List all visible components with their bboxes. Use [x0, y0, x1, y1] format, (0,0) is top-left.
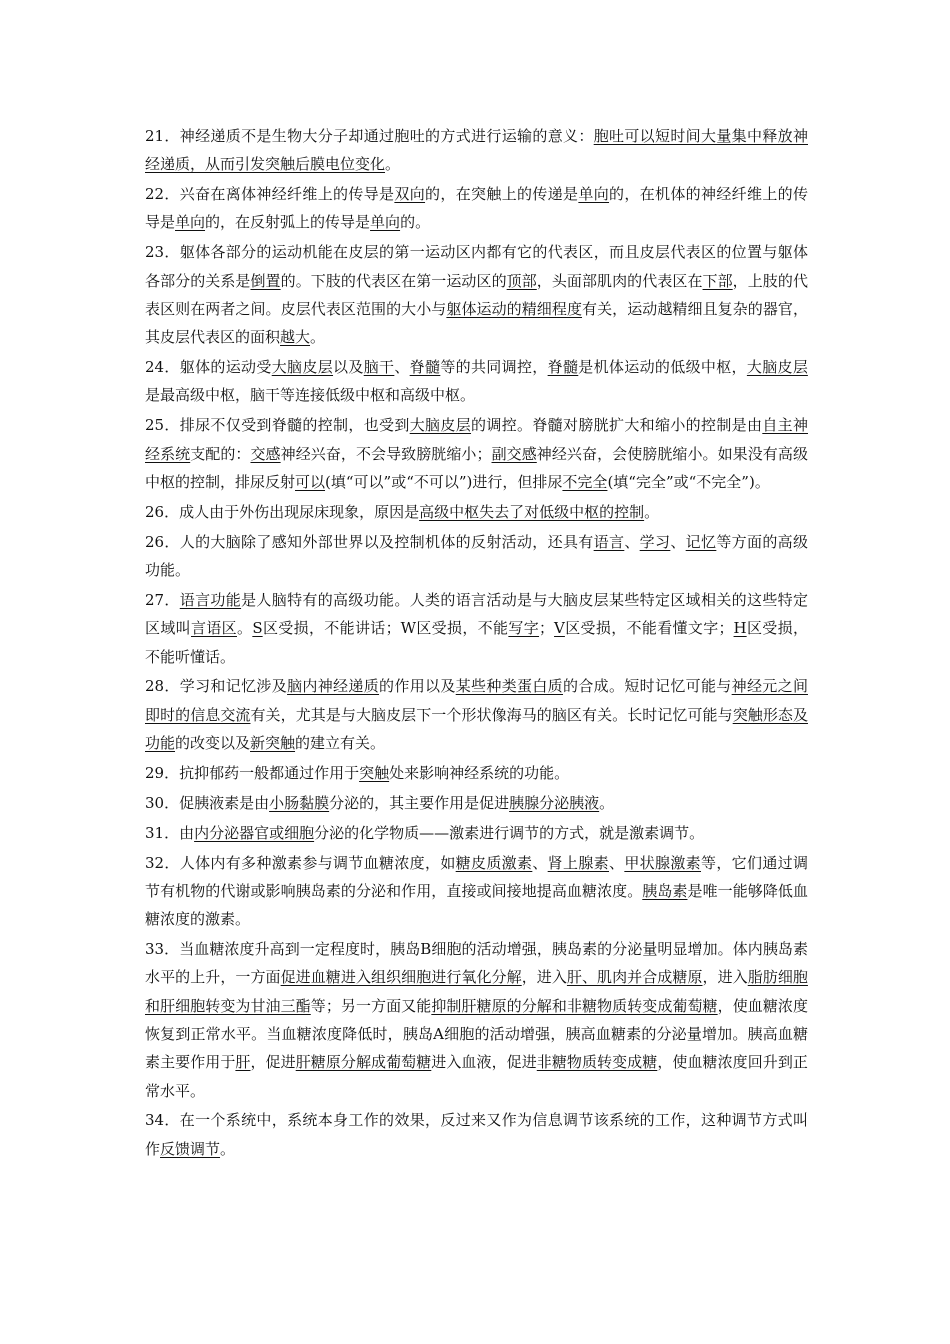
- paragraph-item: [145, 180, 808, 237]
- text-segment: 神经兴奋，会使膀胱缩小。如果没有高级中枢的控制，排尿反射: [145, 444, 808, 491]
- answer-blank: 糖皮质激素: [455, 853, 533, 872]
- text-segment: 的作用以及: [379, 677, 456, 696]
- answer-blank: 神经元之间即时的信息交流: [145, 677, 808, 724]
- answer-blank: 抑制肝糖原的分解和非糖物质转变成葡萄糖: [431, 996, 718, 1015]
- text-segment: 区受损，不能看懂文字；: [564, 619, 734, 638]
- text-segment: 31．由: [145, 823, 195, 842]
- text-segment: 22．兴奋在离体神经纤维上的传导是: [145, 185, 395, 204]
- text-segment: 26．成人由于外伤出现尿床现象，原因是: [145, 502, 420, 521]
- answer-blank: 单向: [175, 213, 206, 232]
- answer-blank: 脊髓: [547, 358, 579, 377]
- text-segment: 进入血液，促进: [431, 1053, 537, 1072]
- paragraph-item: [145, 528, 808, 585]
- answer-blank: 语言: [593, 532, 625, 551]
- text-segment: 的改变以及: [175, 733, 251, 752]
- answer-blank: 甲状腺激素: [624, 853, 701, 872]
- answer-blank: 写字: [508, 619, 540, 638]
- answer-blank: 高级中枢失去了对低级中枢的控制: [419, 502, 645, 521]
- answer-blank: 不完全: [562, 472, 608, 491]
- paragraph-item: [145, 586, 808, 671]
- text-segment: ，上肢的代表区则在两者之间。皮层代表区范围的大小与: [145, 271, 808, 318]
- text-segment: 等；另一方面又能: [310, 996, 432, 1015]
- text-segment: 的。下肢的代表区在第一运动区的: [280, 271, 507, 290]
- answer-blank: 单向: [370, 213, 401, 232]
- answer-blank: 脑干: [363, 358, 395, 377]
- answer-blank: 副交感: [491, 444, 537, 463]
- paragraph-item: [145, 122, 808, 179]
- text-segment: 、: [609, 853, 625, 872]
- text-segment: 的，在机体的神经纤维上的传导是: [145, 185, 808, 232]
- text-segment: 28．学习和记忆涉及: [145, 677, 288, 696]
- text-segment: 是人脑特有的高级功能。人类的语言活动是与大脑皮层某些特定区域相关的这些特定区域叫: [145, 590, 808, 638]
- paragraph-item: [145, 238, 808, 351]
- paragraph-item: [145, 672, 808, 757]
- paragraph-item: [145, 353, 808, 410]
- answer-blank: 新突触: [250, 733, 296, 752]
- text-segment: ；: [539, 619, 555, 638]
- text-segment: 等的共同调控，: [440, 358, 548, 377]
- text-segment: 32．人体内有多种激素参与调节血糖浓度，如: [145, 853, 456, 872]
- answer-blank: 记忆: [685, 532, 717, 551]
- answer-blank: 语言功能: [179, 590, 242, 609]
- answer-blank: 脂肪细胞和肝细胞转变为甘油三酯: [145, 968, 808, 1015]
- text-segment: 、: [394, 358, 410, 377]
- text-segment: 。: [385, 155, 401, 174]
- text-segment: 分泌的化学物质——激素进行调节的方式，就是激素调节。: [314, 823, 705, 842]
- text-segment: ，使血糖浓度回升到正常水平。: [145, 1053, 808, 1100]
- text-segment: 33．当血糖浓度升高到一定程度时，胰岛B细胞的活动增强，胰岛素的分泌量明显增加。体内胰岛素水平的上升，一方面: [145, 940, 808, 987]
- text-segment: 等，它们通过调节有机物的代谢或影响胰岛素的分泌和作用，直接或间接地提高血糖浓度。: [145, 853, 808, 900]
- answer-blank: 单向: [578, 185, 610, 204]
- answer-blank: 大脑皮层: [409, 416, 472, 435]
- answer-blank: 非糖物质转变成糖: [536, 1053, 658, 1072]
- text-segment: 支配的：: [190, 444, 251, 463]
- text-segment: ，进入: [702, 968, 748, 987]
- text-segment: 。: [237, 619, 253, 638]
- text-segment: 等方面的高级功能。: [145, 532, 808, 580]
- text-segment: 34．在一个系统中，系统本身工作的效果，反过来又作为信息调节该系统的工作，这种调节方式叫作: [145, 1111, 808, 1158]
- text-segment: 21．神经递质不是生物大分子却通过胞吐的方式进行运输的意义：: [145, 127, 594, 145]
- text-segment: 30．促胰液素是由: [145, 793, 270, 812]
- answer-blank: 反馈调节: [160, 1139, 221, 1158]
- paragraph-item: [145, 819, 808, 847]
- paragraph-item: [145, 498, 808, 526]
- paragraph-item: [145, 759, 808, 787]
- text-segment: 的建立有关。: [295, 733, 386, 752]
- text-segment: (填“可以”或“不可以”)进行，但排尿: [325, 472, 563, 491]
- answer-blank: 肝、肌肉并合成糖原: [566, 968, 703, 987]
- answer-blank: 胰岛素: [642, 881, 688, 900]
- text-segment: 的，在突触上的传递是: [425, 185, 579, 204]
- text-segment: 27．: [145, 590, 180, 609]
- text-segment: 处来影响神经系统的功能。: [389, 763, 570, 782]
- text-segment: 的，在反射弧上的传导是: [205, 213, 371, 232]
- answer-blank: 某些种类蛋白质: [455, 677, 564, 696]
- answer-blank: 越大: [280, 328, 311, 347]
- paragraph-item: [145, 935, 808, 1105]
- text-segment: 25．排尿不仅受到脊髓的控制，也受到: [145, 416, 410, 435]
- answer-blank: 小肠黏膜: [269, 793, 330, 812]
- text-segment: 区受损，不能讲话；W区受损，不能: [262, 619, 509, 638]
- answer-blank: V: [554, 619, 565, 638]
- answer-blank: 大脑皮层: [746, 358, 808, 377]
- answer-blank: 言语区: [191, 619, 237, 638]
- answer-blank: 胰腺分泌胰液: [509, 793, 600, 812]
- answer-blank: H: [733, 619, 747, 638]
- text-segment: 是机体运动的低级中枢，: [578, 358, 747, 377]
- text-segment: 有关，尤其是与大脑皮层下一个形状像海马的脑区有关。长时记忆可能与: [250, 705, 733, 724]
- answer-blank: 自主神经系统: [145, 416, 808, 463]
- answer-blank: 可以: [295, 472, 326, 491]
- text-segment: 。: [644, 502, 660, 521]
- answer-blank: 内分泌器官或细胞: [194, 823, 315, 842]
- paragraph-item: [145, 789, 808, 817]
- answer-blank: 躯体运动的精细程度: [446, 299, 583, 318]
- text-segment: 。: [220, 1139, 236, 1158]
- text-segment: 、: [624, 532, 640, 551]
- text-segment: 29．抗抑郁药一般都通过作用于: [145, 763, 360, 782]
- text-segment: ，头面部肌肉的代表区在: [536, 271, 703, 290]
- text-segment: 区受损，不能听懂话。: [145, 619, 808, 666]
- answer-blank: S: [252, 619, 263, 638]
- text-segment: 神经兴奋，不会导致膀胱缩小；: [280, 444, 492, 463]
- text-segment: ，进入: [521, 968, 567, 987]
- document-body: [145, 122, 808, 1165]
- answer-blank: 学习: [639, 532, 671, 551]
- text-segment: 26．人的大脑除了感知外部世界以及控制机体的反射活动，还具有: [145, 532, 594, 551]
- answer-blank: 双向: [394, 185, 426, 204]
- text-segment: 分泌的，其主要作用是促进: [329, 793, 510, 812]
- text-segment: 的合成。短时记忆可能与: [563, 677, 732, 696]
- text-segment: 的。: [400, 213, 431, 232]
- text-segment: 23．躯体各部分的运动机能在皮层的第一运动区内都有它的代表区，而且皮层代表区的位置与躯体各部分的关系是: [145, 243, 808, 290]
- answer-blank: 大脑皮层: [271, 358, 334, 377]
- text-segment: 以及: [333, 358, 364, 377]
- text-segment: (填“完全”或“不完全”)。: [607, 472, 770, 491]
- paragraph-item: [145, 849, 808, 934]
- text-segment: 是最高级中枢，脑干等连接低级中枢和高级中枢。: [145, 386, 476, 405]
- paragraph-item: [145, 1106, 808, 1163]
- answer-blank: 下部: [702, 271, 733, 290]
- answer-blank: 脊髓: [409, 358, 441, 377]
- answer-blank: 突触: [359, 763, 390, 782]
- answer-blank: 突触形态及功能: [145, 705, 808, 752]
- text-segment: 、: [670, 532, 686, 551]
- answer-blank: 顶部: [506, 271, 537, 290]
- text-segment: 是唯一能够降低血糖浓度的激素。: [145, 881, 808, 929]
- text-segment: 、: [532, 853, 548, 872]
- text-segment: 。: [310, 328, 326, 347]
- answer-blank: 肾上腺素: [547, 853, 609, 872]
- answer-blank: 肝糖原分解成葡萄糖: [295, 1053, 432, 1072]
- answer-blank: 促进血糖进入组织细胞进行氧化分解: [280, 968, 522, 987]
- answer-blank: 倒置: [250, 271, 281, 290]
- text-segment: 24．躯体的运动受: [145, 358, 272, 377]
- answer-blank: 交感: [250, 444, 281, 463]
- paragraph-item: [145, 411, 808, 496]
- text-segment: 的调控。脊髓对膀胱扩大和缩小的控制是由: [471, 416, 763, 435]
- text-segment: 。: [599, 793, 615, 812]
- text-segment: ，使血糖浓度恢复到正常水平。当血糖浓度降低时，胰岛A细胞的活动增强，胰高血糖素的分泌量增加。胰高血糖素主要作用于: [145, 996, 808, 1072]
- text-segment: ，促进: [250, 1053, 296, 1072]
- answer-blank: 脑内神经递质: [287, 677, 380, 696]
- answer-blank: 肝: [235, 1053, 251, 1072]
- text-segment: 有关，运动越精细且复杂的器官，其皮层代表区的面积: [145, 299, 808, 347]
- answer-blank: 胞吐可以短时间大量集中释放神经递质，从而引发突触后膜电位变化: [145, 127, 808, 174]
